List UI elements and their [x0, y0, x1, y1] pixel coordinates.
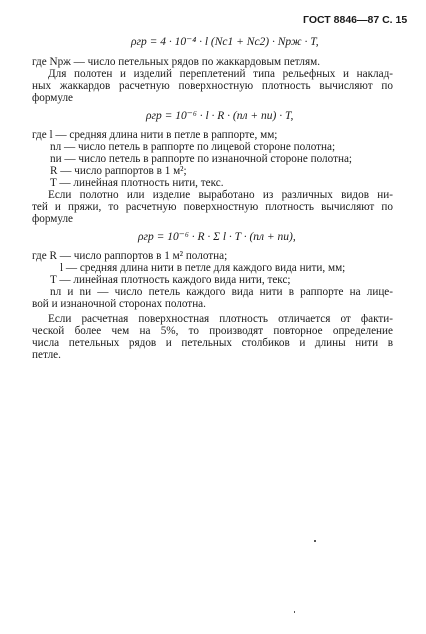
definition-item: R — число раппортов в 1 м²;	[50, 165, 187, 177]
scan-speck	[294, 611, 295, 613]
scan-speck	[314, 540, 316, 542]
definition-item: где l — средняя длина нити в петле в раппорте, мм;	[32, 129, 278, 141]
definition-item: T — линейная плотность каждого вида нити, текс;	[50, 274, 291, 286]
definition-item: nи — число петель в раппорте по изнаночной стороне полотна;	[50, 153, 353, 165]
paragraph-2-line: Если полотно или изделие выработано из различных видов ни-	[48, 189, 393, 201]
definition-item: где R — число раппортов в 1 м² полотна;	[32, 250, 228, 262]
definition-item: nл — число петель в раппорте по лицевой стороне полотна;	[50, 141, 336, 153]
paragraph-2-line: формуле	[32, 213, 73, 225]
definition-item: nл и nи — число петель каждого вида нити в раппорте на лице-	[50, 286, 393, 298]
paragraph-3-line: Если расчетная поверхностная плотность отличается от факти-	[48, 313, 393, 325]
formula-3: ρгр = 10⁻⁶ · R · Σ l · T · (nл + nи),	[138, 231, 296, 243]
definition-item: T — линейная плотность нити, текс.	[50, 177, 224, 189]
formula-2: ρгр = 10⁻⁶ · l · R · (nл + nи) · T,	[146, 110, 294, 122]
formula-1: ρ⁢гр = 4 · 10⁻⁴ · l (Nс1 + Nс2) · Nрж · T,	[131, 36, 319, 48]
paragraph-3-line: петле.	[32, 349, 61, 361]
paragraph-1-line: ных жаккардов расчетную поверхностную плотность вычисляют по	[32, 80, 393, 92]
definition-item: l — средняя длина нити в петле для каждого вида нити, мм;	[60, 262, 346, 274]
definition-item: вой и изнаночной сторонах полотна.	[32, 298, 206, 310]
paragraph-1-line: Для полотен и изделий переплетений типа рельефных и наклад-	[48, 68, 393, 80]
paragraph-3-line: числа петельных рядов и петельных столбиков и длины нити в	[32, 337, 393, 349]
paragraph-1-line: формуле	[32, 92, 73, 104]
paragraph-2-line: тей и пряжи, то расчетную поверхностную плотность вычисляют по	[32, 201, 393, 213]
formula-1-definition: где Nрж — число петельных рядов по жаккардовым петлям.	[32, 56, 321, 68]
page-header: ГОСТ 8846—87 С. 15	[303, 14, 408, 26]
paragraph-3-line: ческой более чем на 5%, то производят повторное определение	[32, 325, 393, 337]
